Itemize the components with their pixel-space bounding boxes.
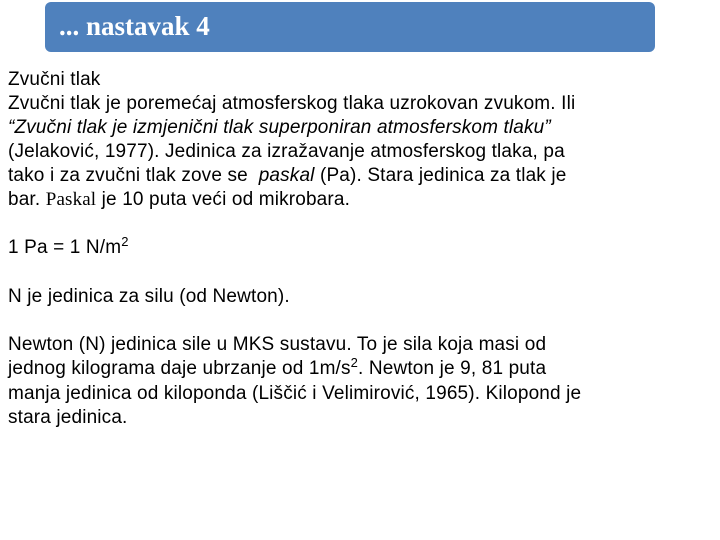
term-paskal: paskal <box>258 165 315 186</box>
text-span: tako i za zvučni tlak zove se <box>8 165 259 186</box>
text-line: (Jelaković, 1977). Jedinica za izražavanje atmosferskog tlaka, pa <box>8 141 565 162</box>
text-line <box>8 357 720 382</box>
text-line <box>8 164 720 188</box>
term-paskal-serif: Paskal <box>45 189 97 210</box>
section-heading: Zvučni tlak <box>8 69 101 90</box>
text-span: (Pa). Stara jedinica za tlak je <box>314 165 567 186</box>
slide-content <box>8 68 720 430</box>
exponent: 2 <box>350 355 359 370</box>
text-span: jednog kilograma daje ubrzanje od 1m/s <box>8 358 351 379</box>
text-span: . Newton je 9, 81 puta <box>358 358 547 379</box>
text-span: je 10 puta veći od mikrobara. <box>96 189 350 210</box>
title-bar <box>45 2 655 52</box>
text-span: bar. <box>8 189 46 210</box>
formula <box>8 236 720 261</box>
text-line: manja jedinica od kiloponda (Liščić i Velimirović, 1965). Kilopond je <box>8 383 582 404</box>
formula-text: 1 Pa = 1 N/m <box>8 237 122 258</box>
text-line <box>8 188 720 212</box>
quote-line: “Zvučni tlak je izmjenični tlak superponiran atmosferskom tlaku” <box>8 117 551 138</box>
formula-exponent: 2 <box>121 234 129 249</box>
text-line: Zvučni tlak je poremećaj atmosferskog tlaka uzrokovan zvukom. Ili <box>8 93 576 114</box>
paragraph-definition <box>8 92 720 212</box>
text-line: Newton (N) jedinica sile u MKS sustavu. To je sila koja masi od <box>8 334 547 355</box>
text-line: stara jedinica. <box>8 407 128 428</box>
paragraph-newton-definition <box>8 333 720 430</box>
slide-title: ... nastavak 4 <box>59 11 210 41</box>
paragraph-newton-unit: N je jedinica za silu (od Newton). <box>8 286 290 307</box>
